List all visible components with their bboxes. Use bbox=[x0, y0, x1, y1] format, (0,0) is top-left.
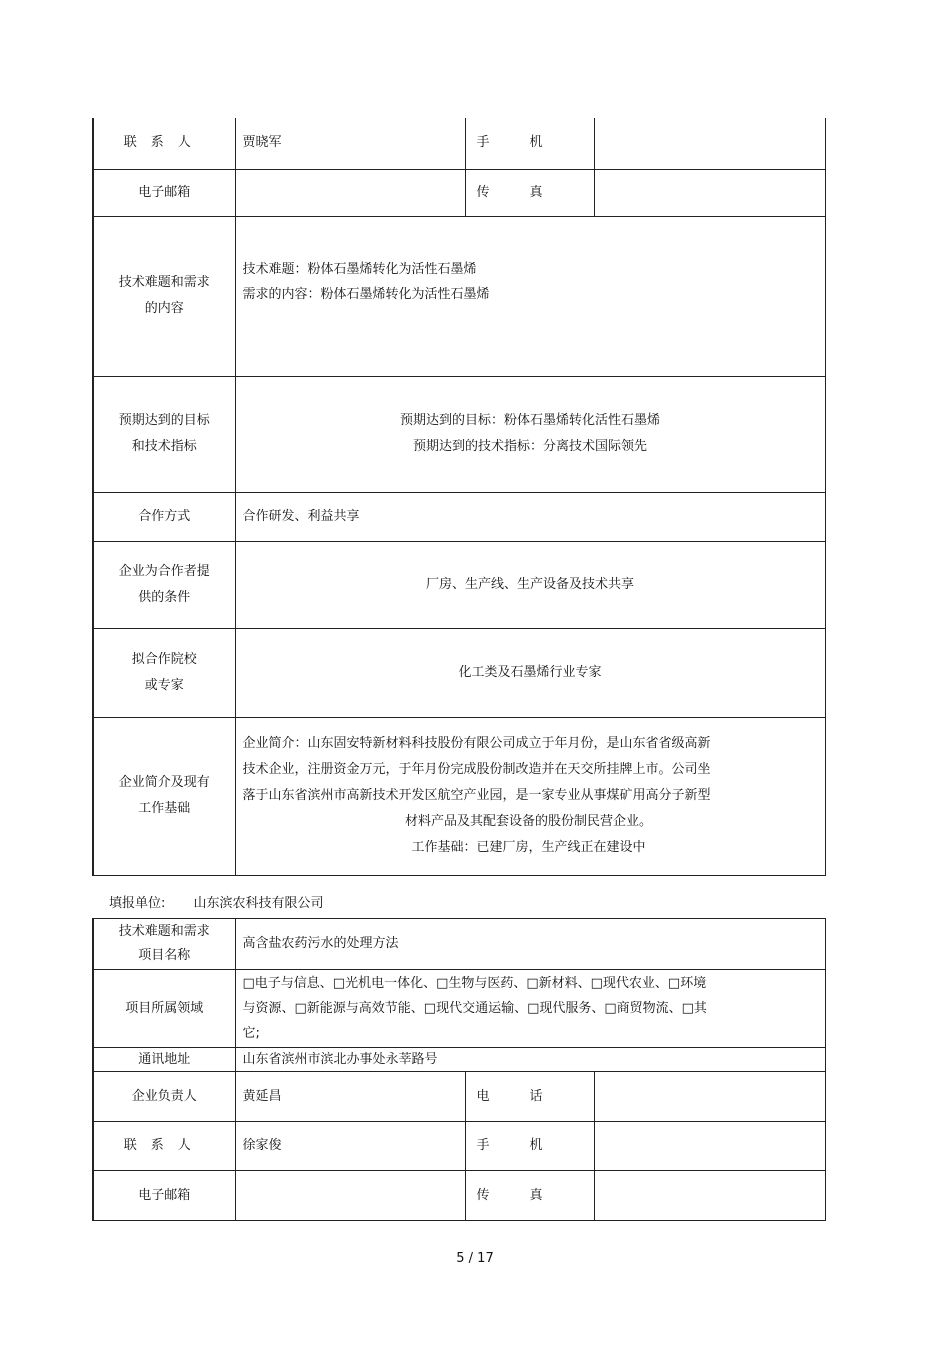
requirement-table-1 bbox=[92, 118, 826, 876]
field-row bbox=[93, 970, 825, 1048]
address-label: 通讯地址 bbox=[93, 1048, 235, 1072]
conditions-row bbox=[93, 541, 825, 628]
fax-value bbox=[594, 1171, 825, 1221]
fax-value bbox=[594, 169, 825, 216]
leader-row bbox=[93, 1072, 825, 1122]
project-value: 高含盐农药污水的处理方法 bbox=[235, 919, 825, 970]
tech-label: 技术难题和需求 的内容 bbox=[93, 216, 235, 376]
coop-value: 合作研发、利益共享 bbox=[235, 492, 825, 541]
fax-label: 传真 bbox=[465, 1171, 594, 1221]
mobile-value bbox=[594, 118, 825, 169]
conditions-value: 厂房、生产线、生产设备及技术共享 bbox=[235, 541, 825, 628]
intro-row bbox=[93, 717, 825, 875]
leader-value: 黄延昌 bbox=[235, 1072, 465, 1122]
tech-row bbox=[93, 216, 825, 376]
reporting-unit-label: 填报单位: bbox=[109, 896, 166, 911]
partner-row bbox=[93, 628, 825, 717]
goal-line: 预期达到的目标：粉体石墨烯转化活性石墨烯 bbox=[399, 413, 660, 428]
mobile-value bbox=[594, 1122, 825, 1171]
email-row-2 bbox=[93, 1171, 825, 1221]
mobile-label: 手机 bbox=[465, 118, 594, 169]
email-value bbox=[235, 169, 465, 216]
intro-line: 技术企业，注册资金万元，于年月份完成股份制改造并在天交所挂牌上市。公司坐 bbox=[242, 762, 711, 777]
address-value: 山东省滨州市滨北办事处永莘路号 bbox=[235, 1048, 825, 1072]
goal-content bbox=[235, 376, 825, 492]
intro-line: 企业简介：山东固安特新材料科技股份有限公司成立于年月份，是山东省省级高新 bbox=[242, 736, 711, 751]
email-label: 电子邮箱 bbox=[93, 1171, 235, 1221]
mobile-label: 手机 bbox=[465, 1122, 594, 1171]
tech-line: 技术难题：粉体石墨烯转化为活性石墨烯 bbox=[242, 261, 477, 277]
contact-label: 联系人 bbox=[93, 118, 235, 169]
goal-line: 预期达到的技术指标：分离技术国际领先 bbox=[412, 439, 647, 454]
requirement-table-2 bbox=[92, 918, 826, 1221]
page-number: 5 / 17 bbox=[456, 1251, 494, 1266]
address-row bbox=[93, 1048, 825, 1072]
contact-row bbox=[93, 118, 825, 169]
intro-content bbox=[235, 717, 825, 875]
tech-line: 需求的内容：粉体石墨烯转化为活性石墨烯 bbox=[242, 286, 490, 302]
phone-label: 电话 bbox=[465, 1072, 594, 1122]
field-line: 与资源、□新能源与高效节能、□现代交通运输、□现代服务、□商贸物流、□其 bbox=[242, 1001, 707, 1016]
intro-line: 工作基础：已建厂房，生产线正在建设中 bbox=[411, 840, 646, 855]
field-label: 项目所属领域 bbox=[93, 970, 235, 1048]
project-label: 技术难题和需求 项目名称 bbox=[93, 919, 235, 970]
leader-label: 企业负责人 bbox=[93, 1072, 235, 1122]
phone-value bbox=[594, 1072, 825, 1122]
email-value bbox=[235, 1171, 465, 1221]
field-options bbox=[235, 970, 825, 1048]
intro-line: 落于山东省滨州市高新技术开发区航空产业园，是一家专业从事煤矿用高分子新型 bbox=[242, 788, 711, 803]
field-line: 它; bbox=[242, 1026, 260, 1041]
intro-label: 企业简介及现有 工作基础 bbox=[93, 717, 235, 875]
goal-row bbox=[93, 376, 825, 492]
contact-value: 徐家俊 bbox=[235, 1122, 465, 1171]
coop-label: 合作方式 bbox=[93, 492, 235, 541]
tech-content bbox=[235, 216, 825, 376]
coop-row bbox=[93, 492, 825, 541]
partner-label: 拟合作院校 或专家 bbox=[93, 628, 235, 717]
intro-line: 材料产品及其配套设备的股份制民营企业。 bbox=[404, 814, 652, 829]
contact-row-2 bbox=[93, 1122, 825, 1171]
project-row bbox=[93, 919, 825, 970]
contact-value: 贾晓军 bbox=[235, 118, 465, 169]
field-line: □电子与信息、□光机电一体化、□生物与医药、□新材料、□现代农业、□环境 bbox=[242, 976, 707, 991]
conditions-label: 企业为合作者提 供的条件 bbox=[93, 541, 235, 628]
goal-label: 预期达到的目标 和技术指标 bbox=[93, 376, 235, 492]
contact-label: 联系人 bbox=[93, 1122, 235, 1171]
reporting-unit-name: 山东滨农科技有限公司 bbox=[193, 896, 324, 911]
partner-value: 化工类及石墨烯行业专家 bbox=[235, 628, 825, 717]
email-row bbox=[93, 169, 825, 216]
reporting-unit bbox=[109, 892, 324, 911]
fax-label: 传真 bbox=[465, 169, 594, 216]
email-label: 电子邮箱 bbox=[93, 169, 235, 216]
